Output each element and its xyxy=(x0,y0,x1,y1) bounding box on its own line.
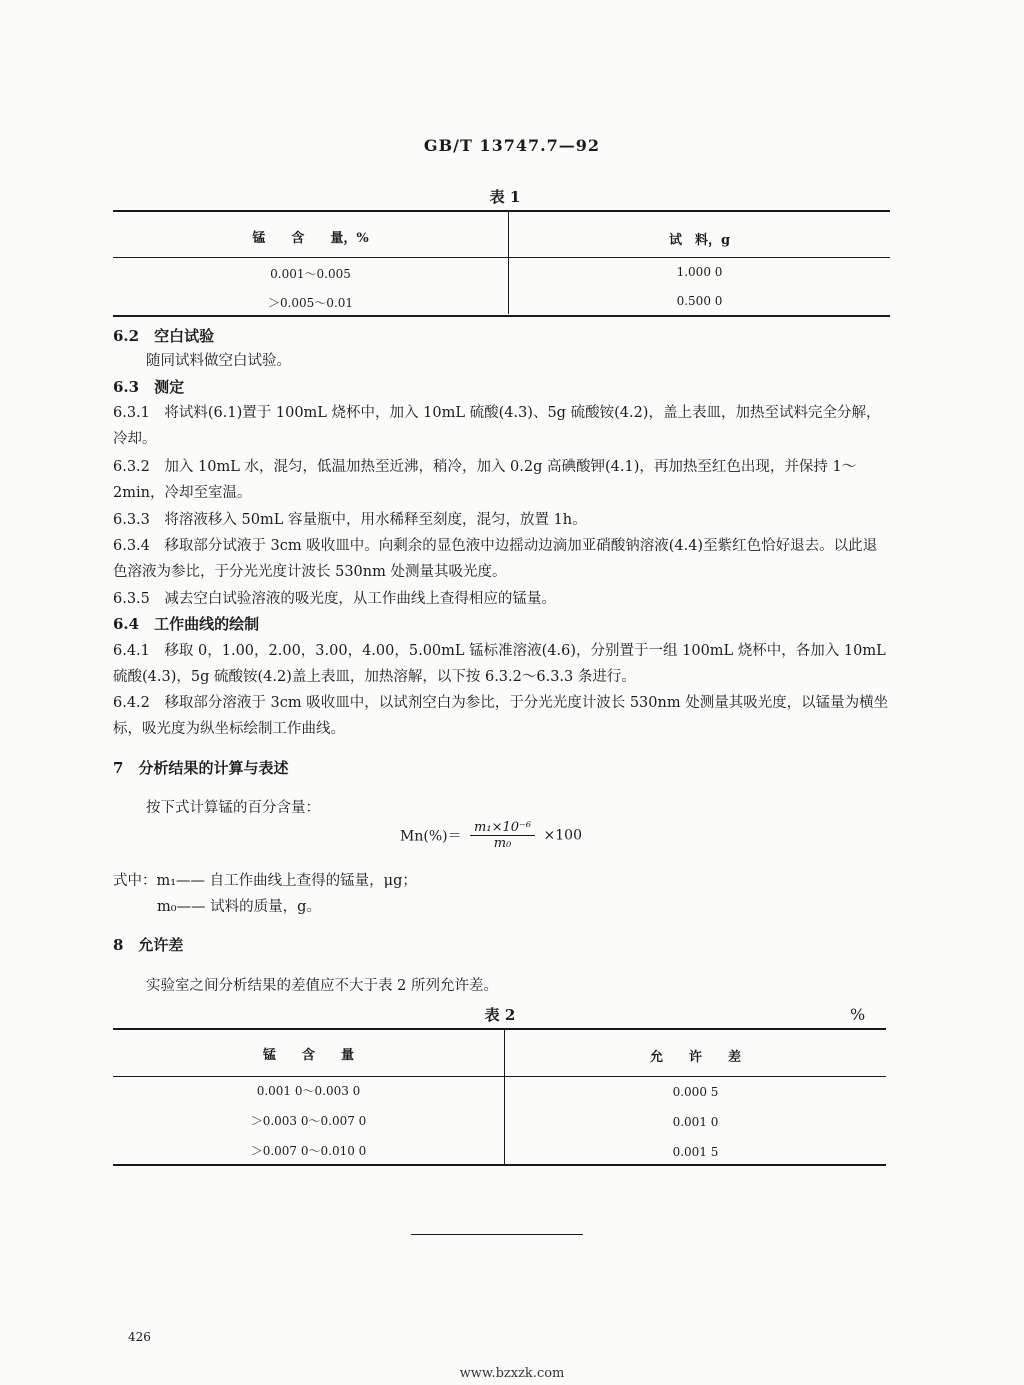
table2-caption: 表 2 xyxy=(484,1006,516,1024)
section-8-title: 8 允许差 xyxy=(113,936,184,954)
table1-caption: 表 1 xyxy=(489,188,521,206)
section-7-intro: 按下式计算锰的百分含量： xyxy=(146,800,320,816)
end-rule xyxy=(411,1234,583,1235)
table1-header-manganese: 锰 含 量，% xyxy=(252,231,369,246)
table1-top-rule xyxy=(113,210,890,212)
table2-bottom-rule xyxy=(113,1164,886,1166)
formula-where-m0: m₀—— 试料的质量，g。 xyxy=(157,899,321,915)
table2-header-rule xyxy=(113,1076,886,1077)
table2-row2-tolerance: 0.001 0 xyxy=(672,1115,719,1129)
table1-header-rule xyxy=(113,257,890,258)
table1-row1-mass: 1.000 0 xyxy=(676,265,723,279)
formula-numerator: m₁×10⁻⁶ xyxy=(470,820,535,836)
section-7-title: 7 分析结果的计算与表述 xyxy=(113,759,289,777)
standard-number: GB/T 13747.7—92 xyxy=(423,136,601,155)
table2-row3-range: ＞0.007 0～0.010 0 xyxy=(250,1144,367,1158)
section-6-3-4: 6.3.4 移取部分试液于 3cm 吸收皿中。向剩余的显色液中边摇动边滴加亚硝酸钠溶液(4.4)至紫红色恰好退去。以此退色溶液为参比，于分光光度计波长 530nm 处测量其吸光度。 xyxy=(113,538,878,580)
section-6-3-5: 6.3.5 减去空白试验溶液的吸光度，从工作曲线上查得相应的锰量。 xyxy=(113,591,556,607)
table2-header-manganese: 锰 含 量 xyxy=(262,1048,354,1063)
section-6-2-text: 随同试料做空白试验。 xyxy=(146,353,291,369)
section-6-3-title: 6.3 测定 xyxy=(113,378,185,396)
table1-header-sample-mass: 试 料，g xyxy=(668,233,731,248)
table2-unit: % xyxy=(850,1005,866,1024)
page-number: 426 xyxy=(128,1330,151,1344)
formula-lhs: Mn(%)＝ xyxy=(400,828,462,845)
watermark: www.bzxzk.com xyxy=(459,1366,565,1381)
table1-row2-range: ＞0.005～0.01 xyxy=(267,296,354,310)
section-6-3-3: 6.3.3 将溶液移入 50mL 容量瓶中，用水稀释至刻度，混匀，放置 1h。 xyxy=(113,512,587,528)
formula-where-m1: 式中：m₁—— 自工作曲线上查得的锰量，μg； xyxy=(113,873,417,889)
formula-denominator: m₀ xyxy=(493,836,512,851)
table2-row3-tolerance: 0.001 5 xyxy=(672,1145,719,1159)
formula xyxy=(400,820,582,851)
table2-row1-range: 0.001 0～0.003 0 xyxy=(256,1084,361,1098)
section-6-3-1: 6.3.1 将试料(6.1)置于 100mL 烧杯中，加入 10mL 硫酸(4.3)、5g 硫酸铵(4.2)，盖上表皿，加热至试料完全分解，冷却。 xyxy=(113,405,881,447)
table1-bottom-rule xyxy=(113,315,890,317)
section-8-text: 实验室之间分析结果的差值应不大于表 2 所列允许差。 xyxy=(146,978,498,994)
table2-row1-tolerance: 0.000 5 xyxy=(672,1085,719,1099)
table2-top-rule xyxy=(113,1028,886,1030)
table1-row2-mass: 0.500 0 xyxy=(676,294,723,308)
table2-row2-range: ＞0.003 0～0.007 0 xyxy=(250,1114,367,1128)
section-6-4-title: 6.4 工作曲线的绘制 xyxy=(113,615,260,633)
table2-header-tolerance: 允 许 差 xyxy=(649,1050,741,1065)
section-6-4-2: 6.4.2 移取部分溶液于 3cm 吸收皿中，以试剂空白为参比，于分光光度计波长 530nm 处测量其吸光度，以锰量为横坐标，吸光度为纵坐标绘制工作曲线。 xyxy=(113,695,889,737)
formula-tail: ×100 xyxy=(543,827,582,844)
section-6-3-2: 6.3.2 加入 10mL 水，混匀，低温加热至近沸，稍冷，加入 0.2g 高碘酸钾(4.1)，再加热至红色出现，并保持 1～2min，冷却至室温。 xyxy=(113,459,857,501)
section-6-2-title: 6.2 空白试验 xyxy=(113,327,215,345)
formula-fraction xyxy=(470,820,535,851)
section-6-4-1: 6.4.1 移取 0，1.00，2.00，3.00，4.00，5.00mL 锰标准溶液(4.6)，分别置于一组 100mL 烧杯中，各加入 10mL 硫酸(4.3)，5g 硫酸铵(4.2)盖上表皿，加热溶解，以下按 6.3.2～6.3.3 条进行。 xyxy=(113,643,886,685)
table1-row1-range: 0.001～0.005 xyxy=(270,267,351,281)
